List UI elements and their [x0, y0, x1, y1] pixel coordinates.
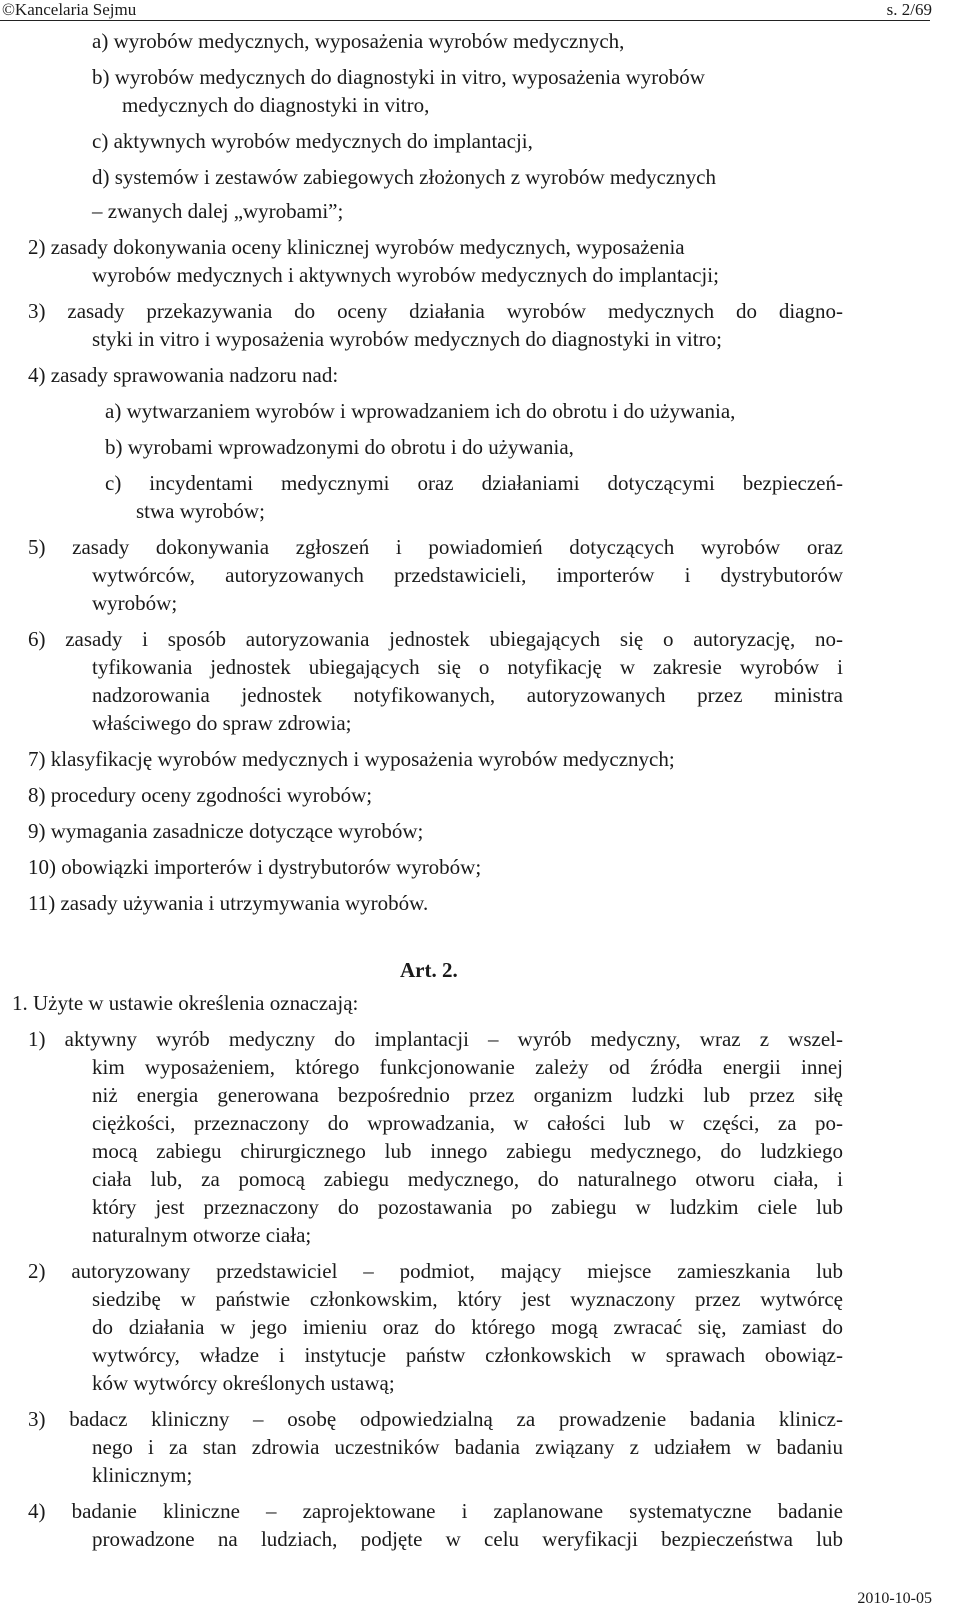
text-line: 11) zasady używania i utrzymywania wyrobów. — [28, 891, 429, 915]
text-line: a) wyrobów medycznych, wyposażenia wyrobów medycznych, — [92, 29, 625, 53]
text-line: 2) zasady dokonywania oceny klinicznej wyrobów medycznych, wyposażenia — [28, 235, 685, 259]
text-line: wyrobów medycznych i aktywnych wyrobów medycznych do implantacji; — [92, 263, 719, 287]
text-line: stwa wyrobów; — [136, 499, 265, 523]
text-line: c) aktywnych wyrobów medycznych do implantacji, — [92, 129, 533, 153]
text-line: 1. Użyte w ustawie określenia oznaczają: — [12, 991, 359, 1015]
text-line: styki in vitro i wyposażenia wyrobów medycznych do diagnostyki in vitro; — [92, 327, 722, 351]
text-line: prowadzone na ludziach, podjęte w celu weryfikacji bezpieczeństwa lub — [92, 1527, 843, 1551]
text-line: do działania w jego imieniu oraz do którego mogą zwracać się, zamiast do — [92, 1315, 843, 1339]
text-line: mocą zabiegu chirurgicznego lub innego zabiegu medycznego, do ludzkiego — [92, 1139, 843, 1163]
article-title: Art. 2. — [400, 958, 458, 982]
header-divider — [0, 20, 930, 21]
text-line: 4) zasady sprawowania nadzoru nad: — [28, 363, 339, 387]
text-line: klinicznym; — [92, 1463, 193, 1487]
text-line: tyfikowania jednostek ubiegających się o notyfikację w zakresie wyrobów i — [92, 655, 843, 679]
text-line: ciała lub, za pomocą zabiegu medycznego, do naturalnego otworu ciała, i — [92, 1167, 843, 1191]
page-number: s. 2/69 — [886, 0, 932, 19]
text-line: nego i za stan zdrowia uczestników badania związany z udziałem w badaniu — [92, 1435, 843, 1459]
text-line: ciężkości, przeznaczony do wprowadzania, w całości lub w części, za po- — [92, 1111, 843, 1135]
text-line: b) wyrobów medycznych do diagnostyki in vitro, wyposażenia wyrobów — [92, 65, 705, 89]
text-line: 5) zasady dokonywania zgłoszeń i powiadomień dotyczących wyrobów oraz — [28, 535, 843, 559]
text-line: ków wytwórcy określonych ustawą; — [92, 1371, 395, 1395]
text-line: który jest przeznaczony do pozostawania po zabiegu w ludzkim ciele lub — [92, 1195, 843, 1219]
text-line: 9) wymagania zasadnicze dotyczące wyrobów; — [28, 819, 424, 843]
text-line: niż energia generowana bezpośrednio przez organizm ludzki lub przez siłę — [92, 1083, 843, 1107]
text-line: 4) badanie kliniczne – zaprojektowane i zaplanowane systematyczne badanie — [28, 1499, 843, 1523]
text-line: właściwego do spraw zdrowia; — [92, 711, 352, 735]
text-line: c) incydentami medycznymi oraz działaniami dotyczącymi bezpieczeń- — [105, 471, 843, 495]
text-line: 7) klasyfikację wyrobów medycznych i wyposażenia wyrobów medycznych; — [28, 747, 675, 771]
text-line: 10) obowiązki importerów i dystrybutorów wyrobów; — [28, 855, 482, 879]
text-line: naturalnym otworze ciała; — [92, 1223, 312, 1247]
text-line: 3) badacz kliniczny – osobę odpowiedzialną za prowadzenie badania klinicz- — [28, 1407, 843, 1431]
text-line: 1) aktywny wyrób medyczny do implantacji – wyrób medyczny, wraz z wszel- — [28, 1027, 843, 1051]
text-line: wyrobów; — [92, 591, 178, 615]
text-line: kim wyposażeniem, którego funkcjonowanie zależy od źródła energii innej — [92, 1055, 843, 1079]
text-line: 8) procedury oceny zgodności wyrobów; — [28, 783, 373, 807]
text-line: 2) autoryzowany przedstawiciel – podmiot, mający miejsce zamieszkania lub — [28, 1259, 843, 1283]
text-line: siedzibę w państwie członkowskim, który jest wyznaczony przez wytwórcę — [92, 1287, 843, 1311]
footer-date: 2010-10-05 — [857, 1590, 932, 1607]
text-line: nadzorowania jednostek notyfikowanych, autoryzowanych przez ministra — [92, 683, 843, 707]
text-line: 3) zasady przekazywania do oceny działania wyrobów medycznych do diagno- — [28, 299, 843, 323]
text-line: – zwanych dalej „wyrobami”; — [92, 199, 344, 223]
text-line: wytwórcy, władze i instytucje państw członkowskich w sprawach obowiąz- — [92, 1343, 843, 1367]
text-line: b) wyrobami wprowadzonymi do obrotu i do używania, — [105, 435, 574, 459]
text-line: wytwórców, autoryzowanych przedstawicieli, importerów i dystrybutorów — [92, 563, 843, 587]
copyright-label: ©Kancelaria Sejmu — [2, 0, 137, 19]
text-line: medycznych do diagnostyki in vitro, — [122, 93, 430, 117]
text-line: a) wytwarzaniem wyrobów i wprowadzaniem ich do obrotu i do używania, — [105, 399, 736, 423]
text-line: 6) zasady i sposób autoryzowania jednostek ubiegających się o autoryzację, no- — [28, 627, 843, 651]
text-line: d) systemów i zestawów zabiegowych złożonych z wyrobów medycznych — [92, 165, 716, 189]
